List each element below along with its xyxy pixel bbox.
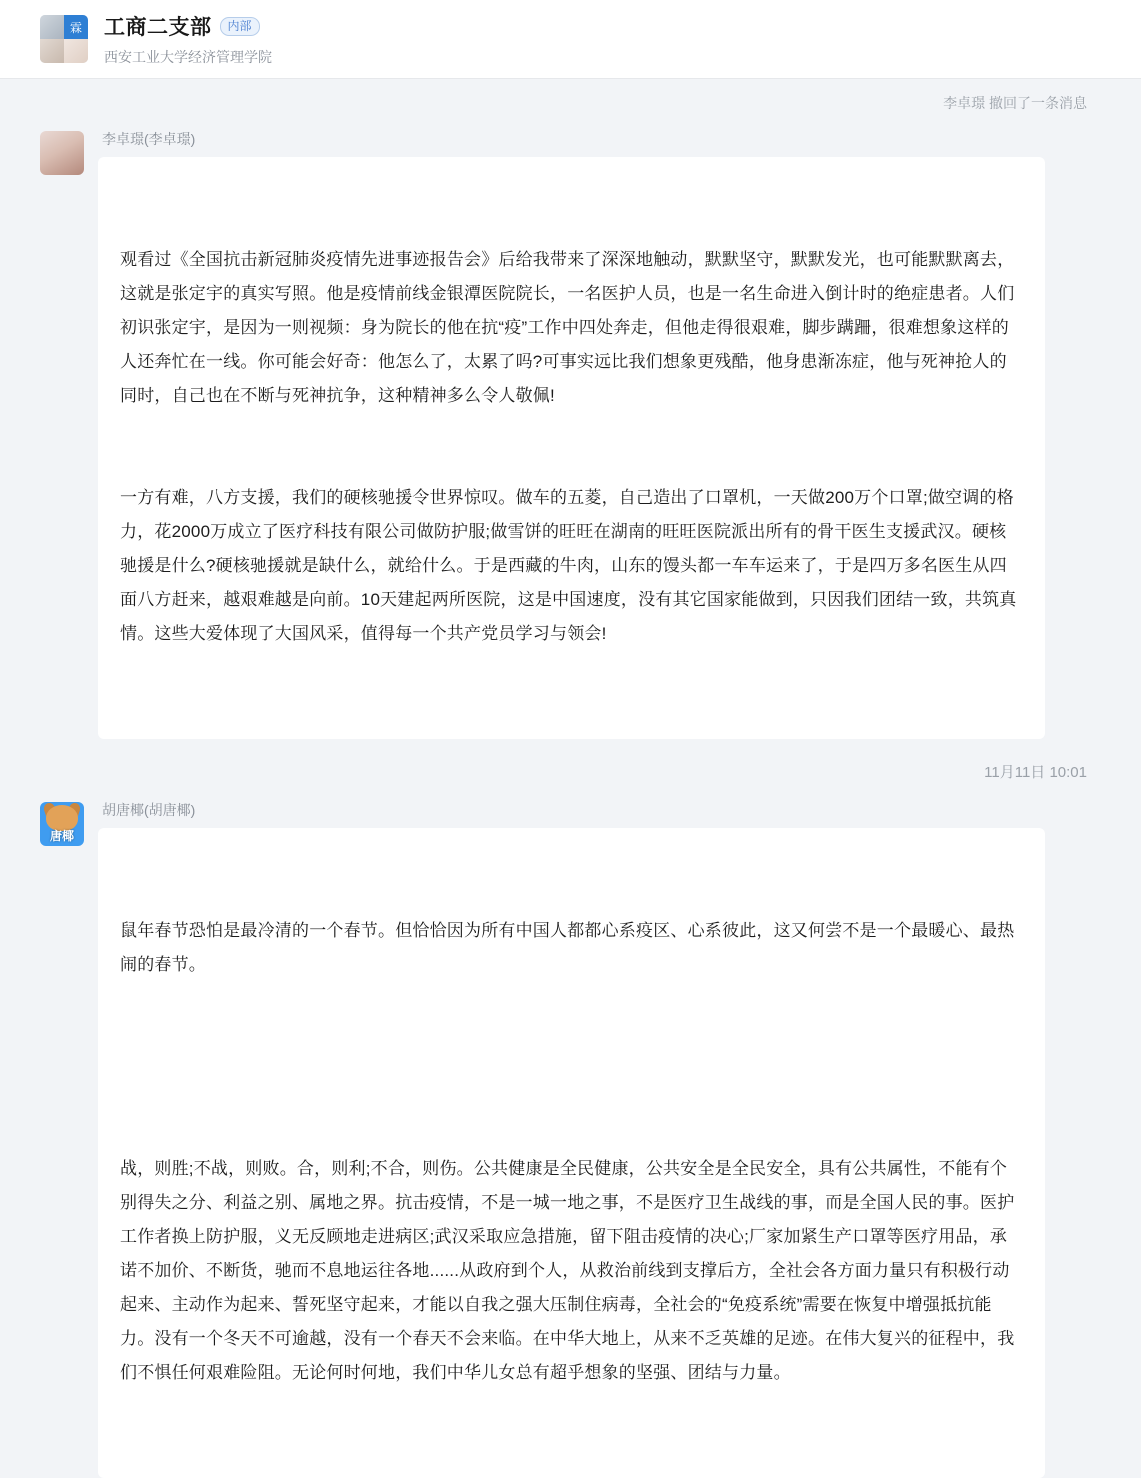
group-avatar[interactable]	[40, 15, 88, 63]
header-title-row	[104, 11, 272, 41]
paragraph-spacer	[120, 1050, 1023, 1084]
internal-badge: 内部	[220, 17, 260, 36]
message-paragraph: 鼠年春节恐怕是最冷清的一个春节。但恰恰因为所有中国人都都心系疫区、心系彼此，这又何尝不是一个最暖心、最热闹的春节。	[120, 921, 1015, 974]
avatar-tile-4	[64, 39, 88, 63]
message-bubble[interactable]	[98, 157, 1045, 739]
sender-name: 胡唐椰(胡唐椰)	[102, 802, 196, 818]
avatar-tile-1	[40, 15, 64, 39]
message-bubble[interactable]	[98, 828, 1045, 1478]
avatar-tile-2: 霖	[64, 15, 88, 39]
avatar-tile-3	[40, 39, 64, 63]
message-timestamp: 11月11日 10:01	[984, 764, 1087, 781]
message-paragraph: 观看过《全国抗击新冠肺炎疫情先进事迹报告会》后给我带来了深深地触动，默默坚守，默默发光，也可能默默离去，这就是张定宇的真实写照。他是疫情前线金银潭医院院长，一名医护人员，也是一名生命进入倒计时的绝症患者。人们初识张定宇，是因为一则视频：身为院长的他在抗“疫”工作中四处奔走，但他走得很艰难，脚步蹒跚，很难想象这样的人还奔忙在一线。你可能会好奇：他怎么了，太累了吗?可事实远比我们想象更残酷，他身患渐冻症，他与死神抢人的同时，自己也在不断与死神抗争，这种精神多么令人敬佩!	[120, 250, 1015, 405]
message-item	[40, 798, 1101, 1478]
group-title: 工商二支部	[104, 16, 212, 39]
group-subtitle: 西安工业大学经济管理学院	[104, 49, 272, 65]
message-body	[98, 798, 1101, 1478]
message-paragraph: 一方有难，八方支援，我们的硬核驰援令世界惊叹。做车的五菱，自己造出了口罩机，一天做200万个口罩;做空调的格力，花2000万成立了医疗科技有限公司做防护服;做雪饼的旺旺在湖南的旺旺医院派出所有的骨干医生支援武汉。硬核驰援是什么?硬核驰援就是缺什么，就给什么。于是西藏的牛肉，山东的馒头都一车车运来了，于是四万多名医生从四面八方赶来，越艰难越是向前。10天建起两所医院，这是中国速度，没有其它国家能做到，只因我们团结一致，共筑真情。这些大爱体现了大国风采，值得每一个共产党员学习与领会!	[120, 488, 1017, 643]
avatar[interactable]	[40, 131, 84, 175]
header-texts	[104, 11, 272, 67]
system-recall-note: 李卓璟 撤回了一条消息	[943, 95, 1087, 111]
message-paragraph: 战，则胜;不战，则败。合，则利;不合，则伤。公共健康是全民健康，公共安全是全民安全，具有公共属性，不能有个别得失之分、利益之别、属地之界。抗击疫情，不是一城一地之事，不是医疗卫生战线的事，而是全国人民的事。医护工作者换上防护服，义无反顾地走进病区;武汉采取应急措施，留下阻击疫情的决心;厂家加紧生产口罩等医疗用品，承诺不加价、不断货，驰而不息地运往各地......从政府到个人，从救治前线到支撑后方，全社会各方面力量只有积极行动起来、主动作为起来、誓死坚守起来，才能以自我之强大压制住病毒，全社会的“免疫系统”需要在恢复中增强抵抗能力。没有一个冬天不可逾越，没有一个春天不会来临。在中华大地上，从来不乏英雄的足迹。在伟大复兴的征程中，我们不惧任何艰难险阻。无论何时何地，我们中华儿女总有超乎想象的坚强、团结与力量。	[120, 1159, 1015, 1382]
avatar[interactable]	[40, 802, 84, 846]
message-list[interactable]	[0, 79, 1141, 1478]
chat-header	[0, 0, 1141, 79]
message-item	[40, 127, 1101, 792]
sender-name: 李卓璟(李卓璟)	[102, 131, 196, 147]
avatar-label: 唐椰	[49, 829, 74, 843]
message-body	[98, 127, 1101, 792]
